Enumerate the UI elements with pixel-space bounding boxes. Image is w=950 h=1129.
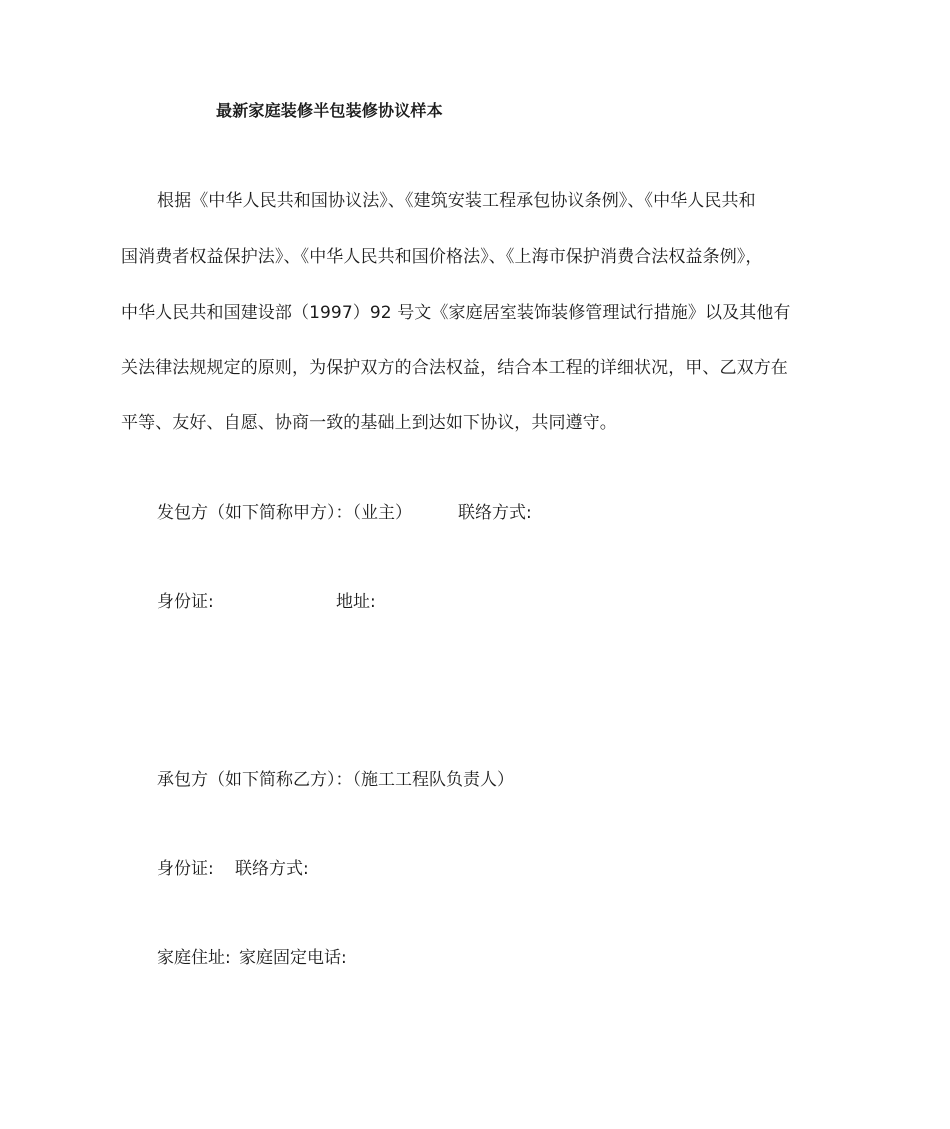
contractor-id-label: 身份证: [157,859,214,879]
employer-address-label: 地址: [336,592,376,612]
paragraph-line-3: 中华人民共和国建设部（1997）92 号文《家庭居室装饰装修管理试行措施》以及其他有 [121,303,791,323]
paragraph-line-2: 国消费者权益保护法》、《中华人民共和国价格法》、《上海市保护消费合法权益条例》， [121,247,763,267]
paragraph-line-5: 平等、友好、自愿、协商一致的基础上到达如下协议，共同遵守。 [121,413,617,433]
contractor-label: 承包方（如下简称乙方）：（施工工程队负责人） [157,770,514,790]
contractor-contact-label: 联络方式: [235,859,309,879]
paragraph-line-4: 关法律法规规定的原则，为保护双方的合法权益，结合本工程的详细状况，甲、乙双方在 [121,358,788,378]
document-title: 最新家庭装修半包装修协议样本 [216,101,443,120]
contractor-home-address-label: 家庭住址: [157,948,231,968]
paragraph-line-1: 根据《中华人民共和国协议法》、《建筑安装工程承包协议条例》、《中华人民共和 [157,191,756,211]
employer-id-label: 身份证: [157,592,214,612]
employer-contact-label: 联络方式: [458,503,532,523]
contractor-home-phone-label: 家庭固定电话: [239,948,347,968]
employer-label: 发包方（如下简称甲方）：（业主） [157,503,412,523]
